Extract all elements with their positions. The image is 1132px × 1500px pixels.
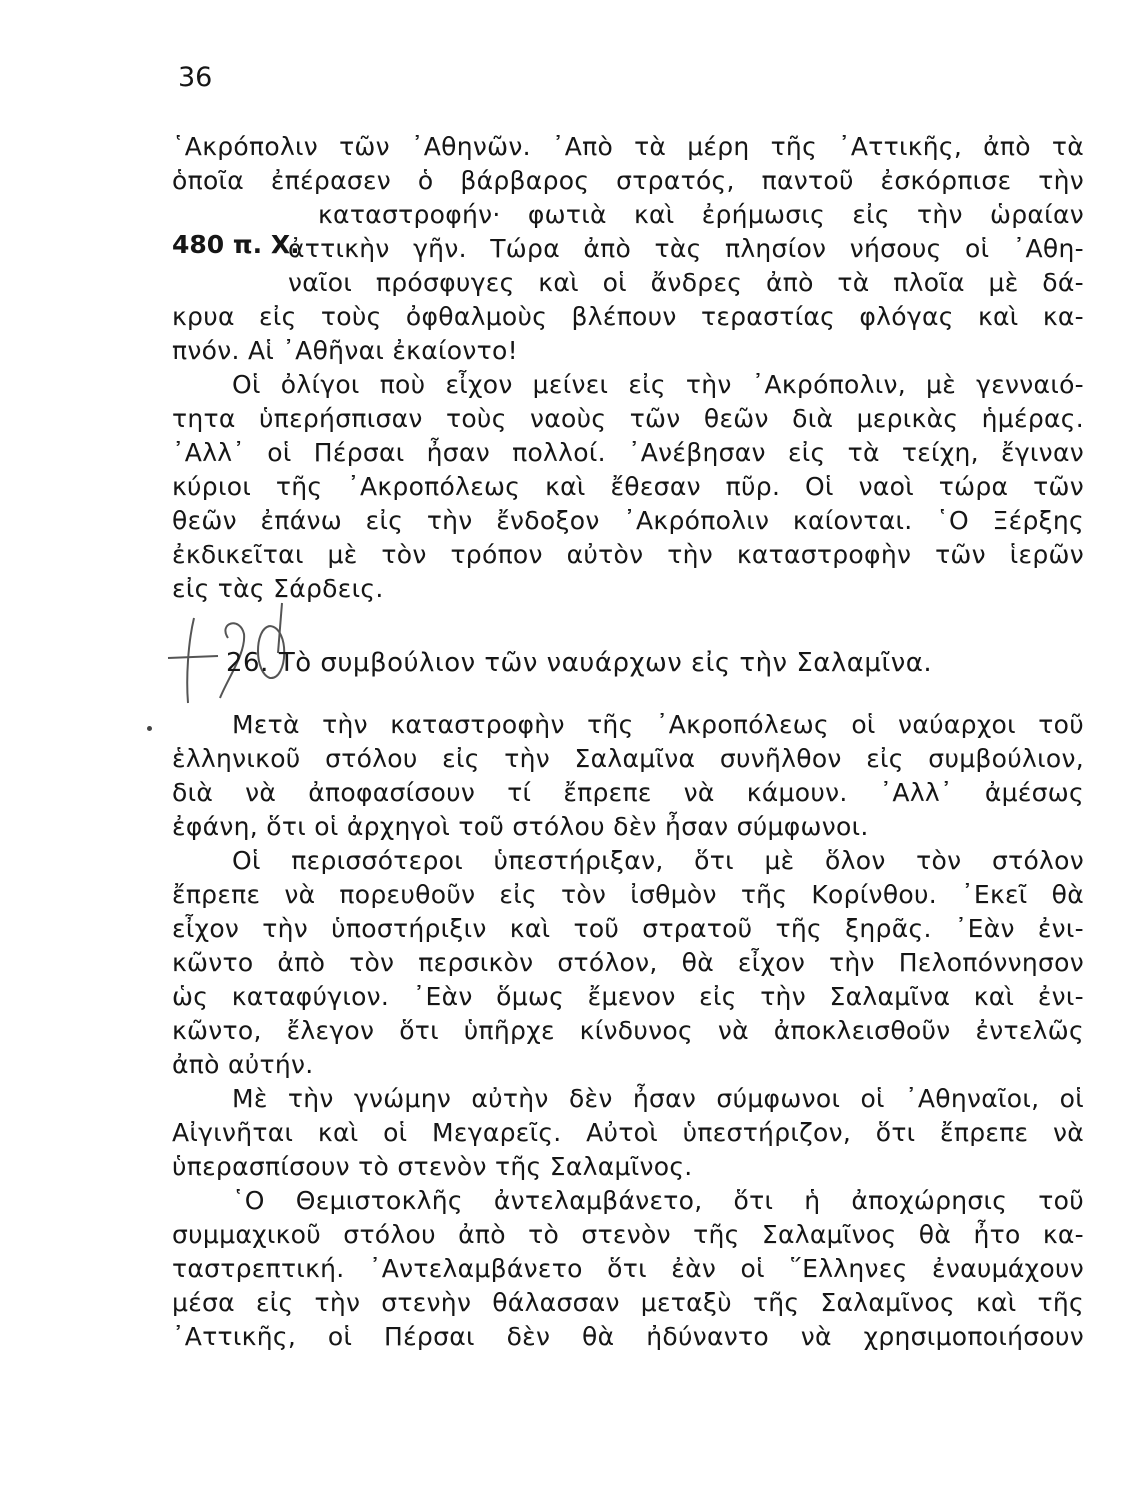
text-line: Μὲ τὴν γνώμην αὐτὴν δὲν ἦσαν σύμφωνοι οἱ ᾿Αθηναῖοι, οἱ: [232, 1084, 1084, 1113]
margin-date-note: 480 π. Χ.: [172, 230, 300, 259]
section-number: 26.: [226, 648, 269, 678]
text-line: ἀττικὴν γῆν. Τώρα ἀπὸ τὰς πλησίον νήσους οἱ ᾿Αθη-: [288, 234, 1084, 263]
text-line: κῶντο, ἔλεγον ὅτι ὑπῆρχε κίνδυνος νὰ ἀποκλεισθοῦν ἐντελῶς: [172, 1016, 1084, 1045]
text-line: μέσα εἰς τὴν στενὴν θάλασσαν μεταξὺ τῆς Σαλαμῖνος καὶ τῆς: [172, 1288, 1084, 1317]
section-heading: [226, 645, 932, 681]
text-line: εἶχον τὴν ὑποστήριξιν καὶ τοῦ στρατοῦ τῆς ξηρᾶς. ᾿Εὰν ἐνι-: [172, 914, 1084, 943]
text-line: καταστροφήν· φωτιὰ καὶ ἐρήμωσις εἰς τὴν ὡραίαν: [318, 200, 1084, 229]
text-line: ὑπερασπίσουν τὸ στενὸν τῆς Σαλαμῖνος.: [172, 1152, 693, 1181]
text-line: ἑλληνικοῦ στόλου εἰς τὴν Σαλαμῖνα συνῆλθον εἰς συμβούλιον,: [172, 744, 1084, 773]
page-number: 36: [178, 62, 213, 93]
text-line: τητα ὑπερήσπισαν τοὺς ναοὺς τῶν θεῶν διὰ μερικὰς ἡμέρας.: [172, 404, 1084, 433]
text-line: Οἱ ὀλίγοι ποὺ εἶχον μείνει εἰς τὴν ᾿Ακρόπολιν, μὲ γενναιό-: [232, 370, 1084, 399]
text-line: κῶντο ἀπὸ τὸν περσικὸν στόλον, θὰ εἶχον τὴν Πελοπόννησον: [172, 948, 1084, 977]
text-line: ναῖοι πρόσφυγες καὶ οἱ ἄνδρες ἀπὸ τὰ πλοῖα μὲ δά-: [288, 268, 1084, 297]
text-line: εἰς τὰς Σάρδεις.: [172, 574, 384, 603]
text-line: ἔπρεπε νὰ πορευθοῦν εἰς τὸν ἰσθμὸν τῆς Κορίνθου. ᾿Εκεῖ θὰ: [172, 880, 1084, 909]
text-line: πνόν. Αἱ ᾿Αθῆναι ἐκαίοντο!: [172, 336, 518, 365]
text-line: θεῶν ἐπάνω εἰς τὴν ἔνδοξον ᾿Ακρόπολιν καίονται. ῾Ο Ξέρξης: [172, 506, 1084, 535]
text-line: συμμαχικοῦ στόλου ἀπὸ τὸ στενὸν τῆς Σαλαμῖνος θὰ ἦτο κα-: [172, 1220, 1084, 1249]
stray-dot: [147, 726, 152, 731]
text-line: κύριοι τῆς ᾿Ακροπόλεως καὶ ἔθεσαν πῦρ. Οἱ ναοὶ τώρα τῶν: [172, 472, 1084, 501]
text-line: ᾿Αλλ᾿ οἱ Πέρσαι ἦσαν πολλοί. ᾿Ανέβησαν εἰς τὰ τείχη, ἔγιναν: [172, 438, 1084, 467]
text-line: ὁποῖα ἐπέρασεν ὁ βάρβαρος στρατός, παντοῦ ἐσκόρπισε τὴν: [172, 166, 1084, 195]
text-line: κρυα εἰς τοὺς ὀφθαλμοὺς βλέπουν τεραστίας φλόγας καὶ κα-: [172, 302, 1084, 331]
text-line: ῾Ακρόπολιν τῶν ᾿Αθηνῶν. ᾿Απὸ τὰ μέρη τῆς ᾿Αττικῆς, ἀπὸ τὰ: [172, 132, 1084, 161]
section-title: Τὸ συμβούλιον τῶν ναυάρχων εἰς τὴν Σαλαμῖνα.: [278, 648, 933, 678]
text-line: Οἱ περισσότεροι ὑπεστήριξαν, ὅτι μὲ ὅλον τὸν στόλον: [232, 846, 1084, 875]
text-line: ἐκδικεῖται μὲ τὸν τρόπον αὐτὸν τὴν καταστροφὴν τῶν ἱερῶν: [172, 540, 1084, 569]
text-line: ἐφάνη, ὅτι οἱ ἀρχηγοὶ τοῦ στόλου δὲν ἦσαν σύμφωνοι.: [172, 812, 869, 841]
text-line: ᾿Αττικῆς, οἱ Πέρσαι δὲν θὰ ἠδύναντο νὰ χρησιμοποιήσουν: [172, 1322, 1084, 1351]
text-line: ὡς καταφύγιον. ᾿Εὰν ὅμως ἔμενον εἰς τὴν Σαλαμῖνα καὶ ἐνι-: [172, 982, 1084, 1011]
text-line: Αἰγινῆται καὶ οἱ Μεγαρεῖς. Αὐτοὶ ὑπεστήριζον, ὅτι ἔπρεπε νὰ: [172, 1118, 1084, 1147]
text-line: Μετὰ τὴν καταστροφὴν τῆς ᾿Ακροπόλεως οἱ ναύαρχοι τοῦ: [232, 710, 1084, 739]
text-line: διὰ νὰ ἀποφασίσουν τί ἔπρεπε νὰ κάμουν. ᾿Αλλ᾿ ἀμέσως: [172, 778, 1084, 807]
text-line: ἀπὸ αὐτήν.: [172, 1050, 314, 1079]
text-line: ταστρεπτική. ᾿Αντελαμβάνετο ὅτι ἐὰν οἱ ῞Ελληνες ἐναυμάχουν: [172, 1254, 1084, 1283]
text-line: ῾Ο Θεμιστοκλῆς ἀντελαμβάνετο, ὅτι ἡ ἀποχώρησις τοῦ: [232, 1186, 1084, 1215]
